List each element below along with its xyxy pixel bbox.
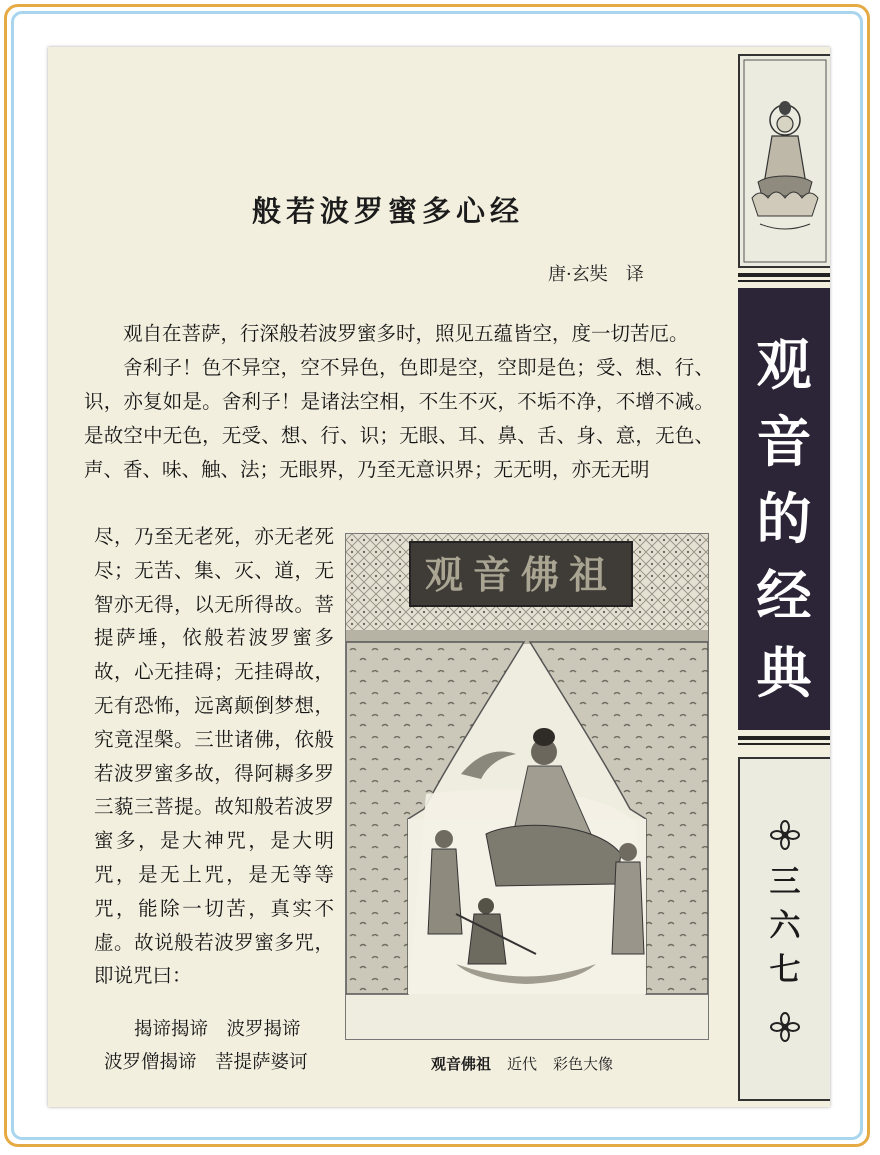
- sidebar-rule-bottom-thin: [738, 743, 830, 745]
- sidebar-title-panel: [738, 288, 830, 730]
- sidebar-rule-top-thin: [738, 280, 830, 282]
- flower-ornament-icon: [769, 819, 801, 851]
- sidebar-guanyin-emblem: [738, 54, 830, 268]
- sidebar-title-char-5: 典: [756, 640, 812, 705]
- caption-era: 近代: [507, 1055, 538, 1073]
- sidebar-rule-bottom: [738, 736, 830, 740]
- guanyin-illustration: [345, 533, 709, 1040]
- illustration-caption: [431, 1053, 613, 1074]
- sutra-body-narrow-column: 尽，乃至无老死，亦无老死尽；无苦、集、灭、道，无智亦无得，以无所得故。菩提萨埵，依般若波罗蜜多故，心无挂碍；无挂碍故，无有恐怖，远离颠倒梦想，究竟涅槃。三世诸佛，依般若波罗蜜多故，得阿耨多罗三藐三菩提。故知般若波罗蜜多，是大神咒，是大明咒，是无上咒，是无等等咒，能除一切苦，真实不虚。故说般若波罗蜜多咒，即说咒曰：: [94, 525, 334, 988]
- plaque-text: 观音佛祖: [424, 552, 618, 597]
- paragraph-2: 舍利子！色不异空，空不异色，色即是空，空即是色；受、想、行、识，亦复如是。舍利子！是诸法空相，不生不灭，不垢不净，不增不减。是故空中无色，无受、想、行、识；无眼、耳、鼻、舌、身、意，无色、声、香、味、触、法；无眼界，乃至无意识界；无无明，亦无无明: [84, 356, 714, 481]
- book-page: [48, 47, 830, 1107]
- flower-ornament-icon: [769, 1011, 801, 1043]
- seated-guanyin-icon: [740, 56, 830, 266]
- sidebar-title-char-2: 音: [756, 409, 812, 474]
- mantra: [104, 1013, 364, 1079]
- caption-type: 彩色大像: [553, 1055, 614, 1073]
- warrior-figure: [478, 898, 494, 914]
- sutra-body-full-width: [84, 317, 714, 487]
- paragraph-1: 观自在菩萨，行深般若波罗蜜多时，照见五蕴皆空，度一切苦厄。: [123, 322, 689, 345]
- translator-credit: 唐·玄奘 译: [548, 264, 644, 285]
- sidebar-rule-top: [738, 273, 830, 277]
- page-number-char-1: 三: [769, 864, 801, 900]
- mantra-line-2: 波罗僧揭谛 菩提萨婆诃: [104, 1052, 308, 1073]
- left-attendant: [435, 830, 453, 848]
- sutra-title: 般若波罗蜜多心经: [251, 194, 524, 228]
- page-number-char-2: 六: [769, 908, 801, 944]
- page-number-char-3: 七: [769, 952, 801, 988]
- sidebar-title-char-3: 的: [756, 486, 812, 551]
- sidebar-title: [738, 326, 830, 711]
- mantra-line-1: 揭谛揭谛 波罗揭谛: [134, 1019, 301, 1040]
- right-attendant: [619, 843, 637, 861]
- sidebar-title-char-4: 经: [756, 563, 812, 628]
- caption-name: 观音佛祖: [431, 1055, 492, 1073]
- sidebar-page-number-panel: [738, 757, 830, 1101]
- sidebar-title-char-1: 观: [756, 332, 812, 397]
- page-number: [740, 860, 830, 992]
